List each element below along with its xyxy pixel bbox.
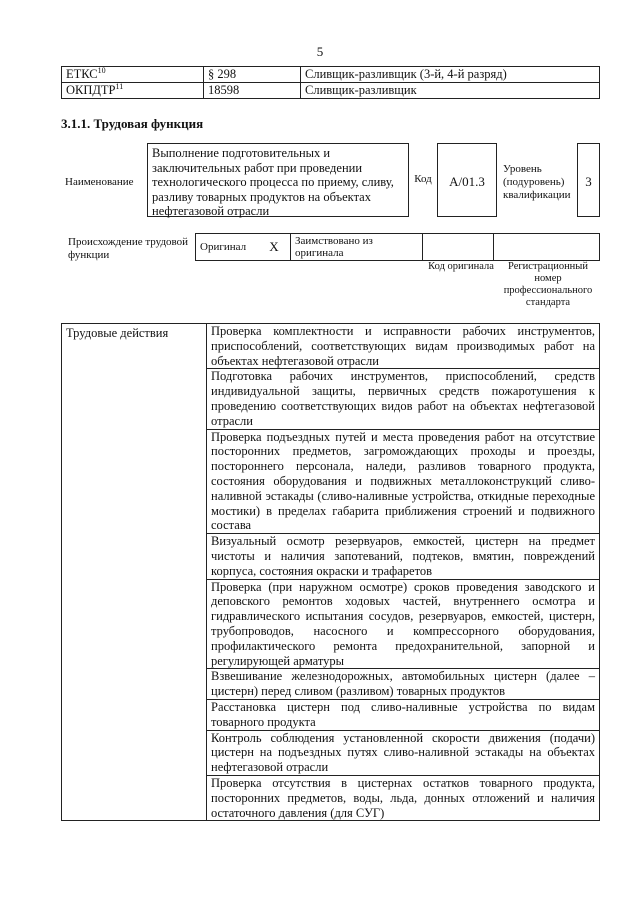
- table-row: [62, 83, 600, 99]
- code-label: ЕТКС: [66, 67, 98, 81]
- qualification-level-value: 3: [577, 143, 600, 217]
- action-item: Взвешивание железнодорожных, автомобильных цистерн (далее – цистерн) перед сливом (разливом) товарных продуктов: [207, 669, 600, 700]
- reg-number-cell: [494, 234, 600, 261]
- codes-table: [61, 66, 600, 99]
- actions-table: [61, 323, 600, 821]
- function-code: А/01.3: [437, 143, 497, 217]
- table-row: [62, 324, 600, 369]
- qualification-level-label: Уровень (подуровень) квалификации: [503, 163, 571, 201]
- origin-code-label: Код оригинала: [428, 261, 494, 272]
- action-item: Визуальный осмотр резервуаров, емкостей, цистерн на предмет чистоты и наличия запотеваний, подтеков, вмятин, повреждений корпуса, состояния окраски и трафаретов: [207, 534, 600, 579]
- function-name: Выполнение подготовительных и заключительных работ при проведении технологического процесса по приему, сливу, разливу товарных продуктов на объектах нефтегазовой отрасли: [147, 143, 409, 217]
- origin-label: Происхождение трудовой функции: [68, 236, 189, 261]
- origin-table: [195, 233, 600, 261]
- borrowed-label: Заимствовано из оригинала: [291, 234, 423, 261]
- name-label: Наименование: [65, 176, 134, 188]
- action-item: Контроль соблюдения установленной скорости движения (подачи) цистерн на подъездных путях сливо-наливной эстакады на объектах нефтегазовой отрасли: [207, 730, 600, 775]
- table-row: [196, 234, 600, 261]
- original-mark: X: [258, 234, 291, 261]
- name-cell: Сливщик-разливщик (3-й, 4-й разряд): [301, 67, 600, 83]
- code-cell: [62, 83, 204, 99]
- action-item: Подготовка рабочих инструментов, приспособлений, средств индивидуальной защиты, первичных средств пожаротушения к проведению соответствующих видов работ на объектах нефтегазовой отрасли: [207, 369, 600, 429]
- code-label: ОКПДТР: [66, 83, 116, 97]
- origin-code-cell: [423, 234, 494, 261]
- page-number: 5: [316, 44, 324, 59]
- footnote-ref: 11: [115, 81, 124, 91]
- section-title: 3.1.1. Трудовая функция: [61, 116, 204, 131]
- value-cell: 18598: [204, 83, 301, 99]
- code-label: Код: [414, 173, 432, 185]
- code-cell: [62, 67, 204, 83]
- table-row: [62, 67, 600, 83]
- value-cell: § 298: [204, 67, 301, 83]
- action-item: Проверка комплектности и исправности рабочих инструментов, приспособлений, соответствующих видам производимых работ на объектах нефтегазовой отрасли: [207, 324, 600, 369]
- action-item: Проверка отсутствия в цистернах остатков товарного продукта, посторонних предметов, воды, льда, донных отложений и наличия остаточного давления (для СУГ): [207, 775, 600, 820]
- footnote-ref: 10: [97, 65, 106, 75]
- action-item: Проверка подъездных путей и места проведения работ на отсутствие посторонних предметов, загромождающих проходы и проезды, постороннего персонала, наледи, разливов товарного продукта, состояния оборудования и подвижных металлоконструкций сливо-наливной эстакады (сливо-наливные устройства, откидные переходные мостики) в пределах габарита приближения строений и подвижного состава: [207, 429, 600, 534]
- original-label: Оригинал: [196, 234, 259, 261]
- actions-header: Трудовые действия: [62, 324, 207, 821]
- action-item: Расстановка цистерн под сливо-наливные устройства по видам товарного продукта: [207, 699, 600, 730]
- name-cell: Сливщик-разливщик: [301, 83, 600, 99]
- action-item: Проверка (при наружном осмотре) сроков проведения заводского и деповского ремонтов ходовых частей, внутреннего осмотра и гидравлического испытания сосудов, резервуаров, емкостей, цистерн, трубопроводов, насосного и компрессорного оборудования, профилактического ремонта предохранительной, запорной и регулирующей арматуры: [207, 579, 600, 669]
- reg-number-label: Регистрационный номер профессионального стандарта: [503, 261, 593, 308]
